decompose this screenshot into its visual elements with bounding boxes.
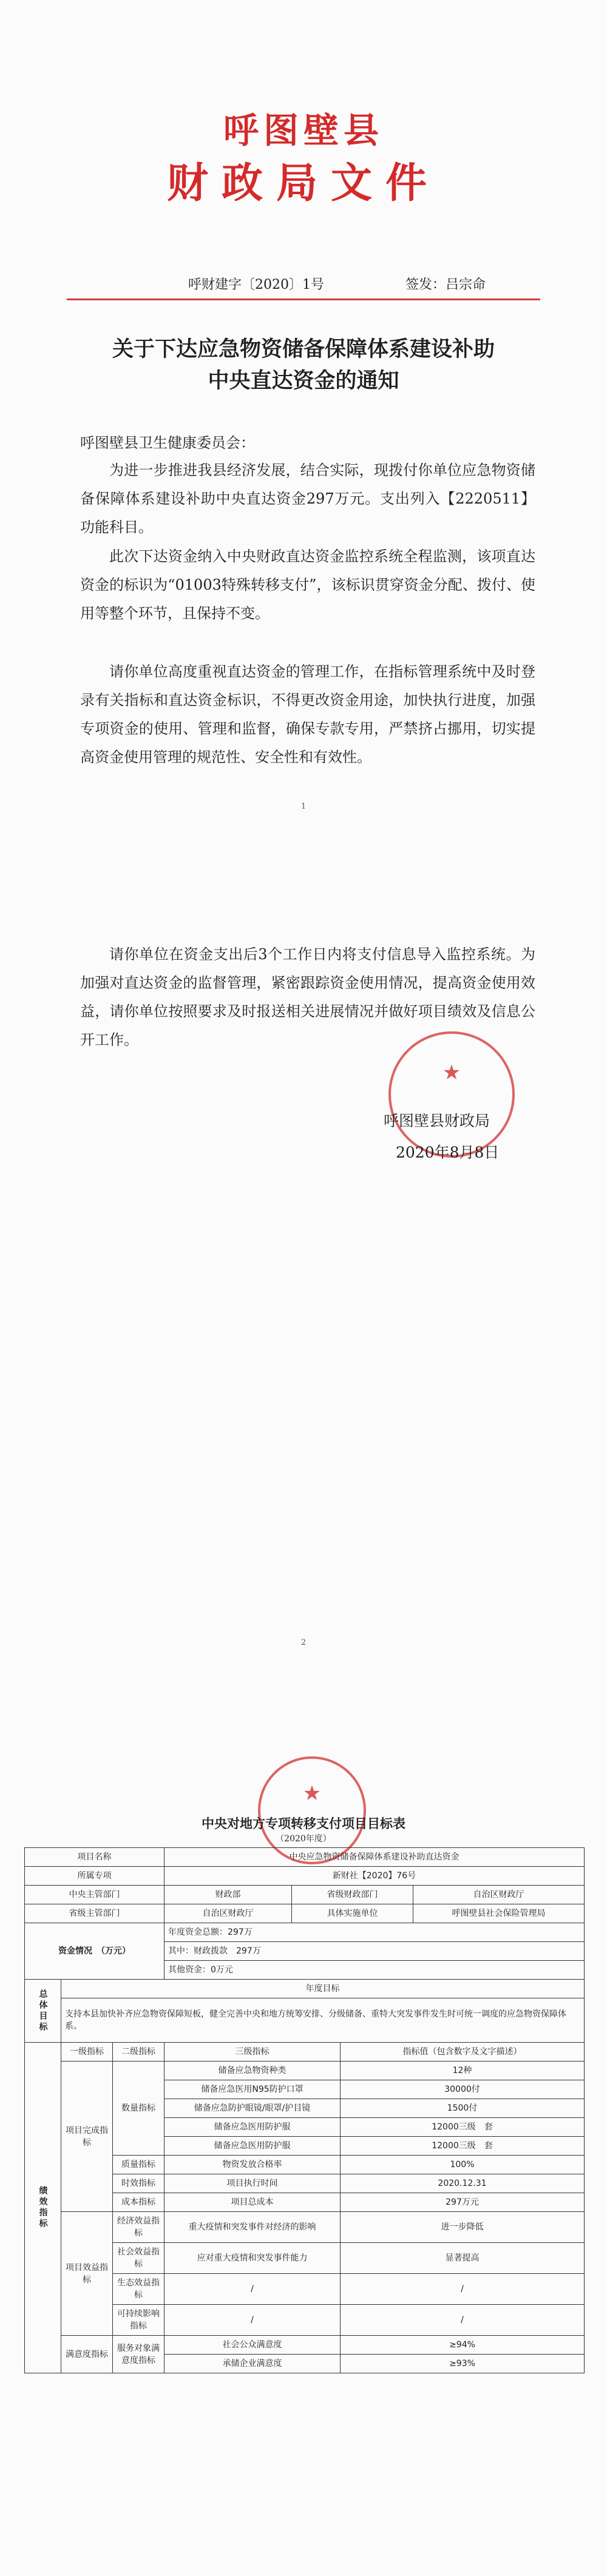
table-cell: 储备应急医用防护服 <box>164 2137 341 2156</box>
table-cell: 12种 <box>341 2062 585 2080</box>
table-cell: 年度资金总额：297万 <box>164 1923 585 1942</box>
table-row <box>25 2212 585 2243</box>
table-cell: 储备应急防护眼镜/眼罩/护目镜 <box>164 2099 341 2118</box>
table-cell: 中央应急物资储备保障体系建设补助直达资金 <box>164 1848 585 1867</box>
table-cell: 三级指标 <box>164 2043 341 2062</box>
table-cell: 成本指标 <box>113 2193 164 2212</box>
table-cell: 省级财政部门 <box>292 1886 413 1904</box>
table-cell: 重大疫情和突发事件对经济的影响 <box>164 2212 341 2243</box>
issuer-name: 呼图壁县 <box>223 110 384 151</box>
table-cell: 自治区财政厅 <box>413 1886 585 1904</box>
table-cell: 项目执行时间 <box>164 2174 341 2193</box>
table-cell: 财政部 <box>164 1886 292 1904</box>
signature-date: 2020年8月8日 <box>396 1144 500 1161</box>
table-cell: 100% <box>341 2156 585 2174</box>
table-row <box>25 1904 585 1923</box>
table-cell: 储备应急物资种类 <box>164 2062 341 2080</box>
table-cell: ≥93% <box>341 2355 585 2373</box>
table-cell: / <box>164 2305 341 2336</box>
table-cell: 可持续影响指标 <box>113 2305 164 2336</box>
table-cell: 应对重大疫情和突发事件能力 <box>164 2243 341 2274</box>
signature-organization: 呼图壁县财政局 <box>384 1112 490 1130</box>
table-cell: 社会公众满意度 <box>164 2336 341 2355</box>
table-cell: 省级主管部门 <box>25 1904 164 1923</box>
table-cell: 所属专项 <box>25 1867 164 1886</box>
table-cell: 资金情况 （万元） <box>25 1923 164 1980</box>
table-cell: 项目名称 <box>25 1848 164 1867</box>
table-row <box>25 2043 585 2062</box>
table-title: 中央对地方专项转移支付项目目标表 <box>202 1816 405 1831</box>
performance-indicator-label: 绩效指标 <box>38 2186 48 2230</box>
table-cell: 服务对象满意度指标 <box>113 2336 164 2373</box>
table-cell: 中央主管部门 <box>25 1886 164 1904</box>
table-cell: 呼图壁县社会保险管理局 <box>413 1904 585 1923</box>
signer: 签发：吕宗命 <box>405 277 486 292</box>
table-cell: / <box>164 2274 341 2305</box>
table-cell: 物资发放合格率 <box>164 2156 341 2174</box>
table-cell: / <box>341 2274 585 2305</box>
table-cell: 质量指标 <box>113 2156 164 2174</box>
table-cell: 1500付 <box>341 2099 585 2118</box>
table-cell: 12000三级 套 <box>341 2118 585 2137</box>
paragraph-2: 此次下达资金纳入中央财政直达资金监控系统全程监测，该项直达资金的标识为“01003特殊转移支付”，该标识贯穿资金分配、拨付、使用等整个环节，且保持不变。 <box>80 548 535 622</box>
table-row <box>25 2336 585 2355</box>
table-cell: 支持本县加快补齐应急物资保障短板，健全完善中央和地方统筹安排、分级储备、重特大突发事件发生时可统一调度的应急物资保障体系。 <box>61 1998 585 2043</box>
table-cell: / <box>341 2305 585 2336</box>
paragraph-1: 为进一步推进我县经济发展，结合实际，现拨付你单位应急物资储备保障体系建设补助中央直达资金297万元。支出列入【2220511】功能科目。 <box>80 462 535 536</box>
seal-star-icon: ★ <box>442 1060 461 1085</box>
official-seal <box>388 1031 515 1158</box>
table-cell: 数量指标 <box>113 2062 164 2156</box>
table-cell: 具体实施单位 <box>292 1904 413 1923</box>
table-cell: 30000付 <box>341 2080 585 2099</box>
table-row <box>25 1980 585 1998</box>
paragraph-3: 请你单位高度重视直达资金的管理工作，在指标管理系统中及时登录有关指标和直达资金标识，不得更改资金用途，加快执行进度，加强专项资金的使用、管理和监督，确保专款专用，严禁挤占挪用，切实提高资金使用管理的规范性、安全性和有效性。 <box>80 663 535 766</box>
table-row <box>25 1848 585 1867</box>
table-cell: 承储企业满意度 <box>164 2355 341 2373</box>
page-number: 1 <box>300 802 307 811</box>
table-cell: 进一步降低 <box>341 2212 585 2243</box>
table-row <box>25 1867 585 1886</box>
goal-table <box>24 1847 585 2373</box>
table-cell <box>25 1980 61 2043</box>
table-cell: 自治区财政厅 <box>164 1904 292 1923</box>
document-number: 呼财建字〔2020〕1号 <box>188 277 324 292</box>
paragraph-4: 请你单位在资金支出后3个工作日内将支付信息导入监控系统。为加强对直达资金的监督管理，紧密跟踪资金使用情况，提高资金使用效益，请你单位按照要求及时报送相关进展情况并做好项目绩效及信息公开工作。 <box>80 946 535 1048</box>
table-cell: 一级指标 <box>61 2043 113 2062</box>
table-cell: 满意度指标 <box>61 2336 113 2373</box>
table-cell: 生态效益指标 <box>113 2274 164 2305</box>
addressee: 呼图壁县卫生健康委员会： <box>80 434 255 451</box>
table-cell: 2020.12.31 <box>341 2174 585 2193</box>
red-divider <box>67 298 540 300</box>
table-row <box>25 2062 585 2080</box>
table-cell: 储备应急医用N95防护口罩 <box>164 2080 341 2099</box>
table-cell: 297万元 <box>341 2193 585 2212</box>
notice-title-line-1: 关于下达应急物资储备保障体系建设补助 <box>112 337 495 362</box>
table-cell: 项目总成本 <box>164 2193 341 2212</box>
table-cell: ≥94% <box>341 2336 585 2355</box>
table-cell: 项目完成指标 <box>61 2062 113 2212</box>
table-cell: 时效指标 <box>113 2174 164 2193</box>
table-cell: 经济效益指标 <box>113 2212 164 2243</box>
table-cell: 年度目标 <box>61 1980 585 1998</box>
table-year: （2020年度） <box>276 1834 331 1844</box>
table-cell <box>25 2043 61 2373</box>
seal-star-icon: ★ <box>302 1781 322 1806</box>
table-cell: 其他资金：0万元 <box>164 1961 585 1980</box>
table-cell: 新财社【2020】76号 <box>164 1867 585 1886</box>
table-cell: 项目效益指标 <box>61 2212 113 2336</box>
table-cell: 12000三级 套 <box>341 2137 585 2156</box>
page-1 <box>0 0 607 874</box>
notice-title-line-2: 中央直达资金的通知 <box>208 369 399 393</box>
table-row <box>25 1886 585 1904</box>
document-type-title: 财政局文件 <box>166 160 440 207</box>
page-number: 2 <box>300 1638 307 1647</box>
table-row <box>25 1923 585 1942</box>
table-cell: 显著提高 <box>341 2243 585 2274</box>
table-row <box>25 1998 585 2043</box>
table-cell: 指标值（包含数字及文字描述） <box>341 2043 585 2062</box>
table-cell: 社会效益指标 <box>113 2243 164 2274</box>
table-cell: 储备应急医用防护服 <box>164 2118 341 2137</box>
table-cell: 二级指标 <box>113 2043 164 2062</box>
table-cell: 其中：财政拨款 297万 <box>164 1942 585 1961</box>
overall-goal-label: 总体目标 <box>38 1989 48 2033</box>
